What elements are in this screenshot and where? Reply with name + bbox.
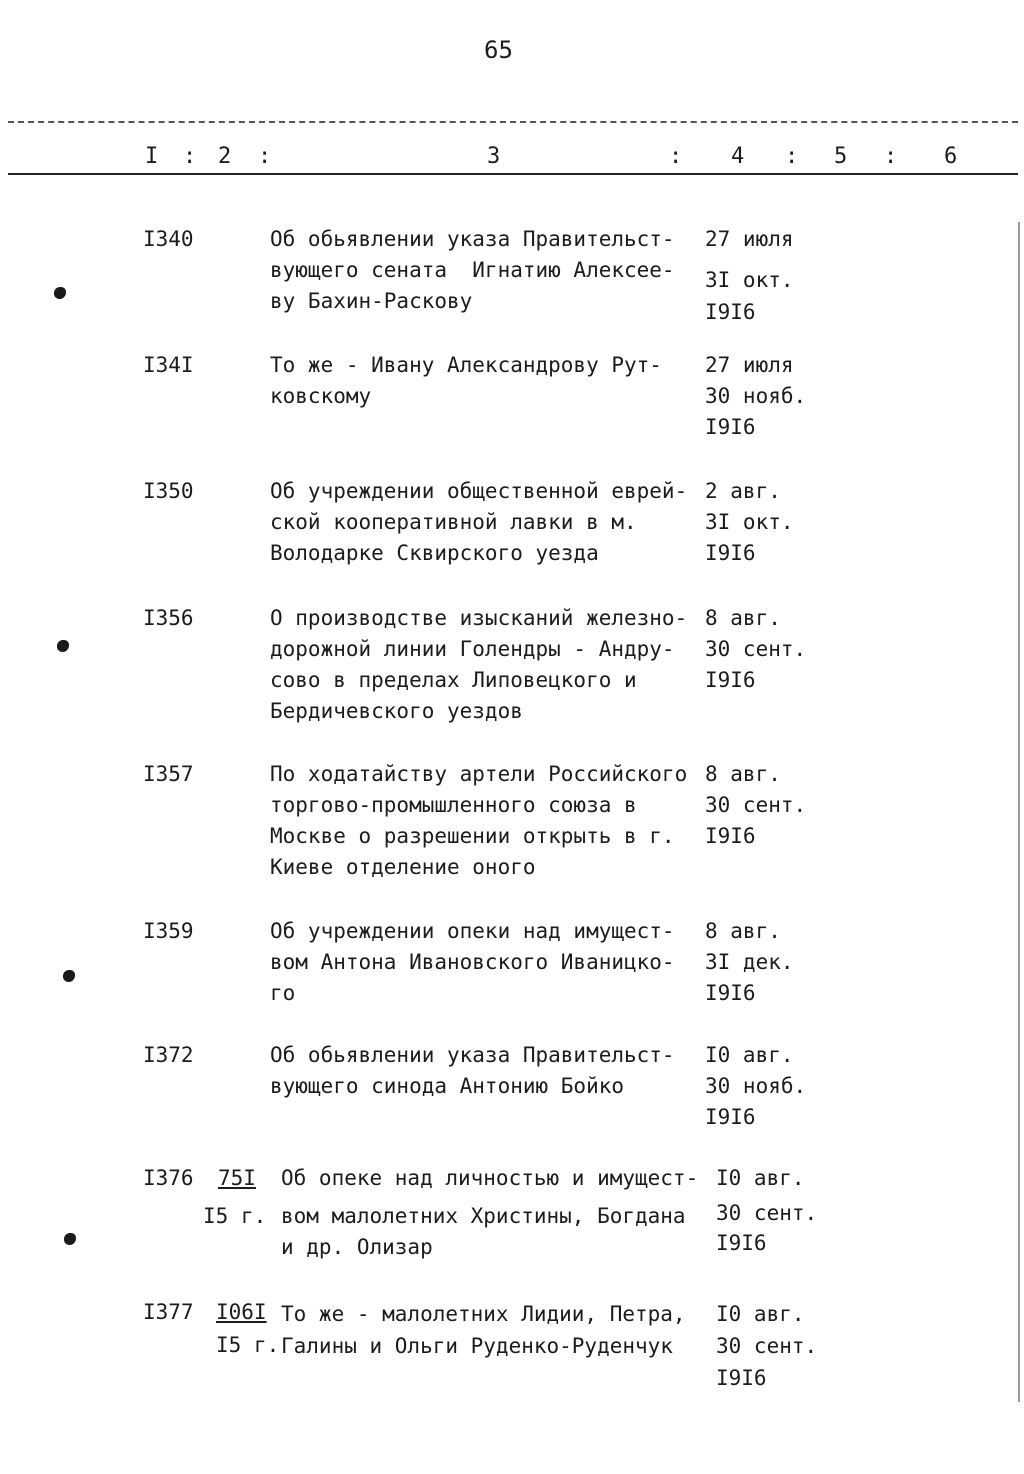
entry-description-line: ковскому [270,384,372,408]
entry-description-line: Володарке Сквирского уезда [270,541,599,565]
entry-description-line: То же - малолетних Лидии, Петра, [281,1302,686,1326]
entry-description-line: О производстве изысканий железно- [270,606,688,630]
column-separator: : [884,144,898,169]
top-rule [8,121,1018,123]
punch-hole-mark [63,970,75,982]
entry-description-line: дорожной линии Голендры - Андру- [270,637,675,661]
entry-date-start: I0 авг. [705,1043,794,1067]
entry-number: I377 [143,1300,194,1324]
column-header-2: 2 [218,144,232,169]
entry-date-end: 3I окт. [705,510,794,534]
entry-number: I356 [143,606,194,630]
entry-year: I9I6 [705,981,756,1005]
entry-number: I350 [143,479,194,503]
entry-description-line: и др. Олизар [281,1235,433,1259]
page-number: 65 [484,36,513,64]
entry-description-line: Об опеке над личностью и имущест- [281,1166,699,1190]
entry-date-start: I0 авг. [716,1166,805,1190]
punch-hole-mark [54,287,66,299]
entry-year: I9I6 [705,824,756,848]
column-header-6: 6 [944,144,958,169]
entry-number: I372 [143,1043,194,1067]
header-rule [8,173,1018,175]
entry-year: I9I6 [705,1105,756,1129]
entry-reference-year: I5 г. [203,1204,267,1228]
entry-date-start: 27 июля [705,227,794,251]
entry-description-line: Об учреждении опеки над имущест- [270,919,675,943]
punch-hole-mark [64,1233,76,1245]
entry-description-line: Об учреждении общественной еврей- [270,479,688,503]
entry-description-line: Галины и Ольги Руденко-Руденчук [281,1334,673,1358]
entry-description-line: ву Бахин-Раскову [270,289,473,313]
entry-year: I9I6 [705,300,756,324]
scan-edge-line [1018,222,1020,1402]
entry-description-line: ской кооперативной лавки в м. [270,510,637,534]
entry-reference-number: 75I [218,1166,256,1190]
entry-date-end: 30 сент. [716,1334,818,1358]
entry-description-line: Об обьявлении указа Правительст- [270,227,675,251]
entry-date-start: 8 авг. [705,919,781,943]
entry-year: I9I6 [705,415,756,439]
entry-description-line: Об обьявлении указа Правительст- [270,1043,675,1067]
entry-date-start: 8 авг. [705,762,781,786]
entry-year: I9I6 [705,541,756,565]
entry-number: I376 [143,1166,194,1190]
column-separator: : [183,144,197,169]
entry-date-start: 27 июля [705,353,794,377]
entry-date-end: 30 нояб. [705,384,807,408]
entry-description-line: вующего синода Антонию Бойко [270,1074,625,1098]
entry-description-line: Киеве отделение оного [270,855,536,879]
entry-date-start: 2 авг. [705,479,781,503]
column-header-1: I [145,144,159,169]
entry-date-end: 30 сент. [705,637,807,661]
entry-date-end: 30 сент. [705,793,807,817]
column-header-5: 5 [834,144,848,169]
entry-date-end: 30 сент. [716,1201,818,1225]
entry-description-line: торгово-промышленного союза в [270,793,637,817]
entry-number: I357 [143,762,194,786]
entry-reference-number: I06I [216,1300,267,1324]
entry-date-end: 30 нояб. [705,1074,807,1098]
entry-year: I9I6 [716,1231,767,1255]
entry-reference-year: I5 г. [216,1333,280,1357]
entry-description-line: го [270,981,296,1005]
entry-description-line: вующего сената Игнатию Алексее- [270,258,675,282]
column-header-3: 3 [487,144,501,169]
entry-description-line: По ходатайству артели Российского [270,762,688,786]
entry-number: I359 [143,919,194,943]
entry-description-line: сово в пределах Липовецкого и [270,668,637,692]
column-separator: : [669,144,683,169]
entry-date-start: I0 авг. [716,1302,805,1326]
column-header-4: 4 [731,144,745,169]
entry-number: I340 [143,227,194,251]
entry-year: I9I6 [716,1366,767,1390]
column-separator: : [258,144,272,169]
entry-number: I34I [143,353,194,377]
entry-date-end: 3I окт. [705,268,794,292]
entry-date-start: 8 авг. [705,606,781,630]
entry-description-line: вом малолетних Христины, Богдана [281,1204,686,1228]
punch-hole-mark [57,640,69,652]
entry-date-end: 3I дек. [705,950,794,974]
entry-description-line: То же - Ивану Александрову Рут- [270,353,662,377]
entry-description-line: вом Антона Ивановского Иваницко- [270,950,675,974]
column-separator: : [785,144,799,169]
entry-description-line: Москве о разрешении открыть в г. [270,824,675,848]
entry-description-line: Бердичевского уездов [270,699,523,723]
entry-year: I9I6 [705,668,756,692]
